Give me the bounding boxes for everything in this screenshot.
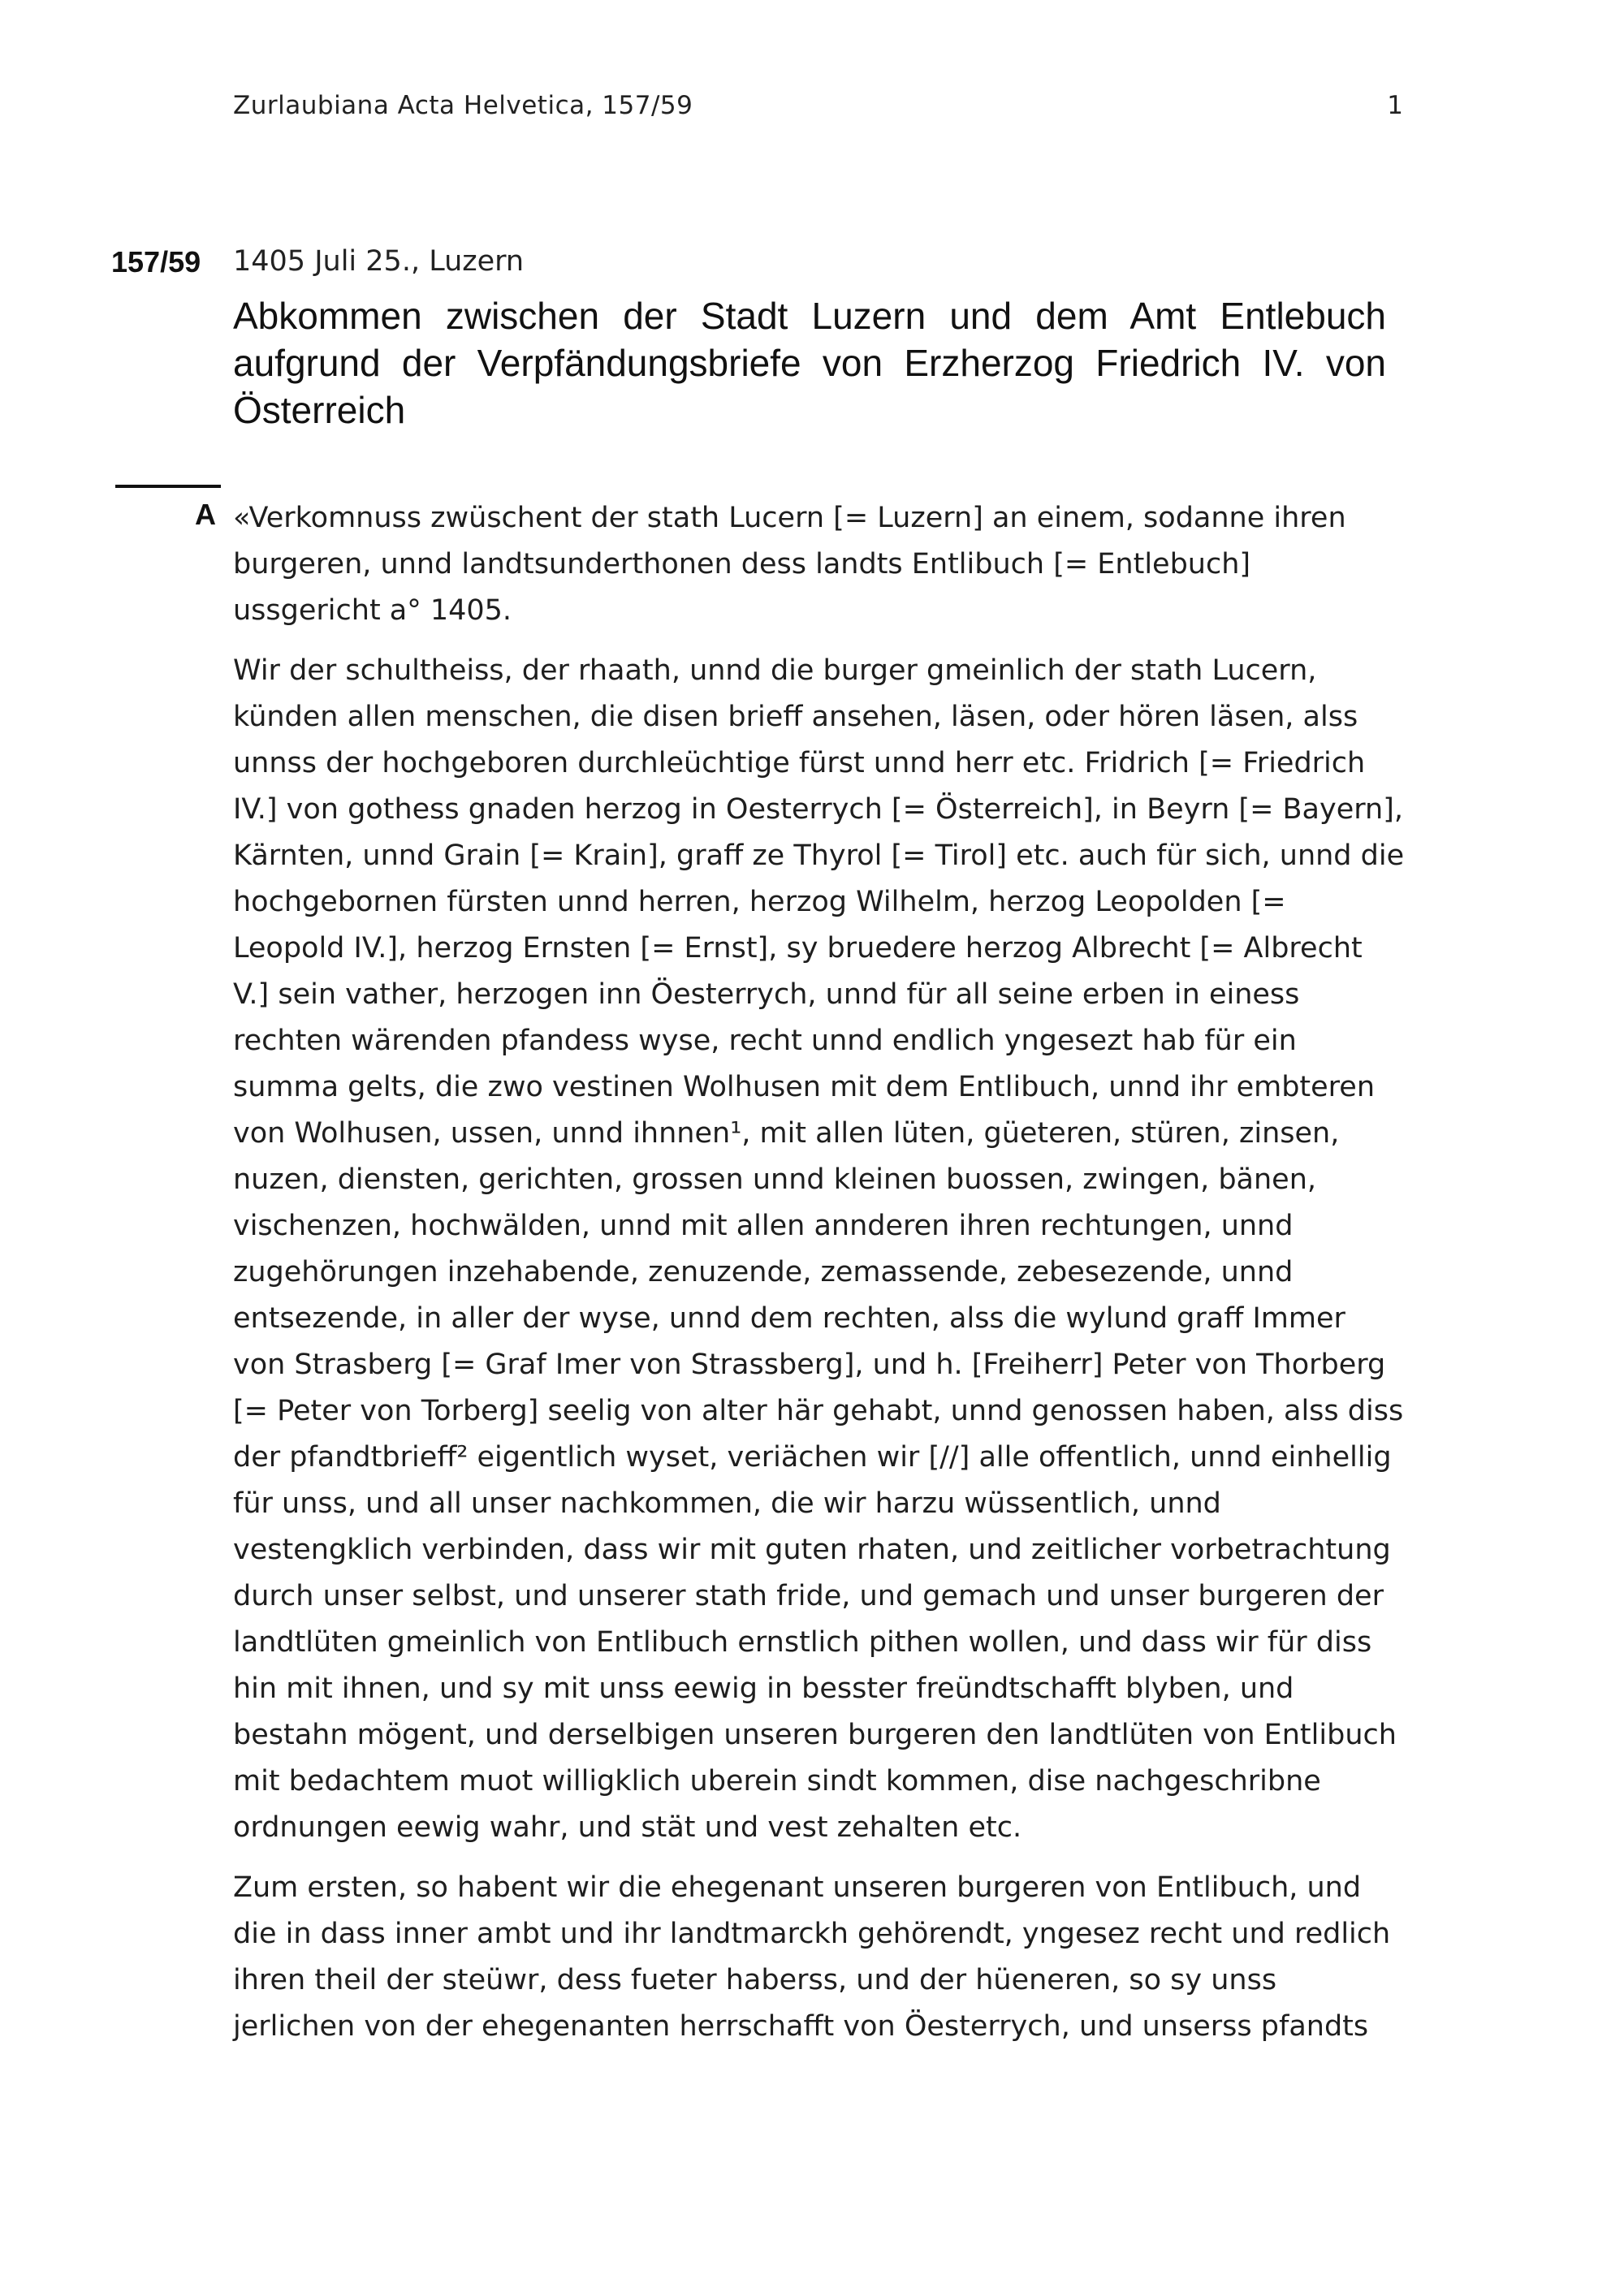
section-divider	[115, 485, 221, 488]
document-title: Abkommen zwischen der Stadt Luzern und dem Amt Entlebuch aufgrund der Verpfändungsbriefe von Erzherzog Friedrich IV. von Österreich	[233, 295, 1386, 431]
body-paragraph: «Verkomnuss zwüschent der stath Lucern [= Luzern] an einem, sodanne ihren burgeren, unnd landtsunderthonen dess landts Entlibuch [= Entlebuch] ussgericht a° 1405.	[233, 502, 1346, 627]
document-date-place: 1405 Juli 25., Luzern	[233, 245, 525, 278]
document-number: 157/59	[111, 245, 201, 278]
body-paragraph: Wir der schultheiss, der rhaath, unnd die burger gmeinlich der stath Lucern, künden allen menschen, die disen brieff ansehen, läsen, oder hören läsen, alss unnss der hochgeboren durchleüchtige fürst unnd herr etc. Fridrich [= Friedrich IV.] von gothess gnaden herzog in Oesterrych [= Österreich], in Beyrn [= Bayern], Kärnten, unnd Grain [= Krain], graff ze Thyrol [= Tirol] etc. auch für sich, unnd die hochgebornen fürsten unnd herren, herzog Wilhelm, herzog Leopolden [= Leopold IV.], herzog Ernsten [= Ernst], sy bruedere herzog Albrecht [= Albrecht V.] sein vather, herzogen inn Öesterrych, unnd für all seine erben in einess rechten wärenden pfandess wyse, recht unnd endlich yngesezt hab für ein summa gelts, die zwo vestinen Wolhusen mit dem Entlibuch, unnd ihr embteren von Wolhusen, ussen, unnd ihnnen¹, mit allen lüten, güeteren, stüren, zinsen, nuzen, diensten, gerichten, grossen unnd kleinen buossen, zwingen, bänen, vischenzen, hochwälden, unnd mit allen annderen ihren rechtungen, unnd zugehörungen inzehabende, zenuzende, zemassende, zebesezende, unnd entsezende, in aller der wyse, unnd dem rechten, alss die wylund graff Immer von Strasberg [= Graf Imer von Strassberg], und h. [Freiherr] Peter von Thorberg [= Peter von Torberg] seelig von alter här gehabt, unnd genossen haben, alss diss der pfandtbrieff² eigentlich wyset, veriächen wir [//] alle offentlich, unnd einhellig für unss, und all unser nachkommen, die wir harzu wüssentlich, unnd vestengklich verbinden, dass wir mit guten rhaten, und zeitlicher vorbetrachtung durch unser selbst, und unserer stath fride, und gemach und unser burgeren der landtlüten gmeinlich von Entlibuch ernstlich pithen wollen, und dass wir für diss hin mit ihnen, und sy mit unss eewig in besster freündtschafft blyben, und bestahn mögent, und derselbigen unseren burgeren den landtlüten von Entlibuch mit bedachtem muot willigklich uberein sindt kommen, dise nachgeschribne ordnungen eewig wahr, und stät und vest zehalten etc.	[233, 654, 1405, 1844]
document-body	[233, 495, 1406, 2064]
running-head: Zurlaubiana Acta Helvetica, 157/59	[233, 91, 693, 120]
witness-label: A	[195, 498, 216, 531]
body-paragraph: Zum ersten, so habent wir die ehegenant unseren burgeren von Entlibuch, und die in dass inner ambt und ihr landtmarckh gehörendt, yngesez recht und redlich ihren theil der steüwr, dess fueter haberss, und der hüeneren, so sy unss jerlichen von der ehegenanten herrschafft von Öesterrych, und unserss pfandts	[233, 1871, 1391, 2043]
page-number: 1	[1387, 91, 1403, 120]
